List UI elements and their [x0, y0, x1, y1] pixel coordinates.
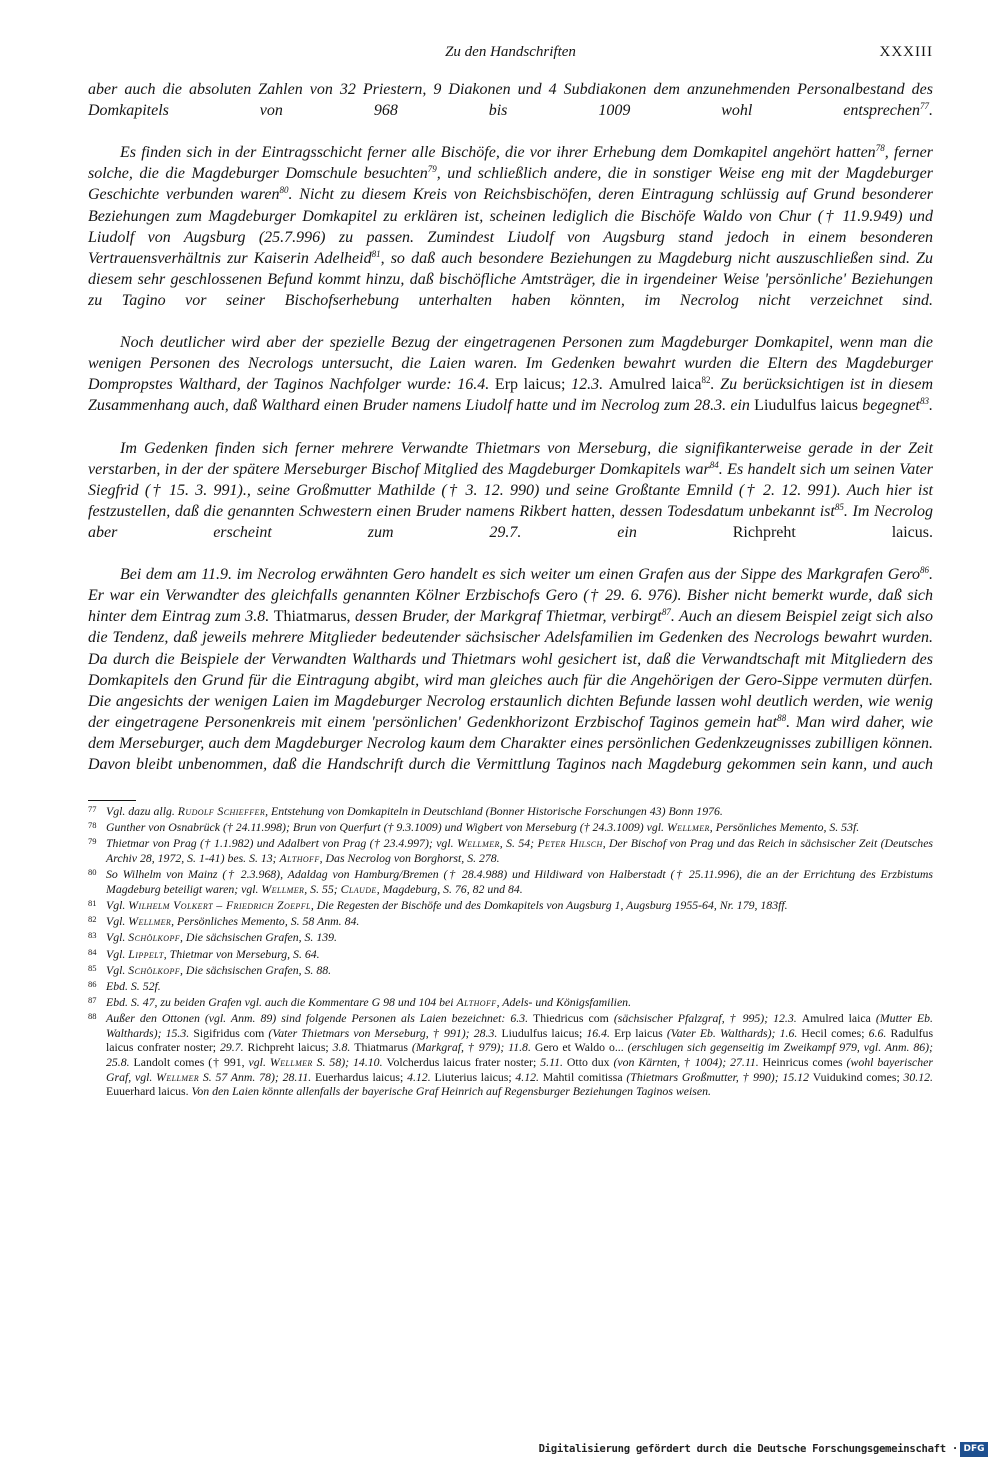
- footnote-number: 86: [88, 978, 97, 989]
- footnote-ref[interactable]: 84: [709, 459, 719, 470]
- text-run: Noch deutlicher wird aber der spezielle Bezug der eingetragenen Personen zum Magdeburger Domkapitel, wenn man die wenigen Personen des Necrologs untersucht, die Laien waren. Im Gedenken bewahrt wurden die Eltern des Magdeburger Dompropstes Walthard, der Taginos Nachfolger wurde: 16.4.: [88, 334, 933, 394]
- text-run: , S. 54;: [499, 836, 535, 851]
- text-run: , Magdeburg, S. 76, 82 und 84.: [376, 881, 523, 896]
- text-run: 5.11.: [540, 1055, 563, 1070]
- text-run: (Mutter Eb. Walthards); 15.3.: [106, 1011, 934, 1040]
- text-run: , Die Regesten der Bischöfe und des Domkapitels von Augsburg 1, Augsburg 1955-64, Nr. 179, 183ff.: [310, 897, 788, 912]
- necrolog-entry: Hecil comes;: [801, 1025, 865, 1040]
- text-run: , so daß auch besondere Beziehungen zu Magdeburg nicht auszuschließen sind. Zu diesem sehr geschlossenen Befund kommt hinzu, daß bischöfliche Amtsträger, die in irgendeiner Weise 'persönliche' Beziehungen zu Tagino vor seiner Bischofserhebung unterhalten haben könnten, im Necrolog nicht verzeichnet sind.: [88, 249, 933, 309]
- footnote-number: 85: [88, 962, 97, 973]
- footnote-ref[interactable]: 81: [371, 248, 381, 259]
- paragraph: [88, 564, 933, 796]
- running-title: Zu den Handschriften: [445, 44, 576, 60]
- author-name: Wellmer: [156, 1069, 200, 1084]
- footnote-ref[interactable]: 83: [920, 396, 929, 407]
- text-run: , ferner solche, die die Magdeburger Domschule besuchten: [88, 144, 933, 183]
- author-name: Althoff: [279, 850, 320, 865]
- text-run: . Auch an diesem Beispiel zeigt sich also die Tendenz, daß jeweils mehrere Mitglieder bedeutender sächsischer Adelsfamilien im Gedenken des Necrologs bewahrt wurden. Da durch die Beispiele der Verwandten Walthards und Thietmars wohl gesichert ist, daß die Verwandtschaft mit Mitgliedern des Domkapitels den Grund für die Eintragung abgibt, wird man gleiches auch für die Angehörigen der Gero-Sippe vermuten dürfen. Die angesichts der wenigen Laien im Magdeburger Necrolog erstaunlich dichten Befunde lassen wohl deutlich werden, wie wenig der eingetragene Personenkreis mit einem 'persönlichen' Gedenkhorizont Erzbischof Taginos gemein hat: [88, 608, 934, 731]
- footnote-separator: [88, 800, 136, 801]
- paragraph: [88, 438, 933, 565]
- text-run: .: [929, 397, 933, 415]
- text-run: 6.6.: [868, 1025, 887, 1040]
- text-run: Vgl.: [106, 914, 126, 929]
- necrolog-entry: Landolt comes († 991,: [133, 1055, 245, 1070]
- text-run: (Thietmars Großmutter, † 990); 15.12: [626, 1069, 809, 1084]
- text-run: . Er war ein Verwandter des gleichfalls genannten Kölner Erzbischofs Gero († 29. 6. 976). Bisher nicht bemerkt wurde, daß sich hinter dem Eintrag zum 3.8.: [88, 566, 933, 626]
- text-run: begegnet: [862, 397, 920, 415]
- text-run: 4.12.: [407, 1069, 431, 1084]
- text-run: . Im Necrolog aber erscheint zum 29.7. ein: [88, 502, 933, 541]
- necrolog-entry: Amulred laica: [608, 376, 702, 394]
- author-name: Schölkopf: [128, 930, 181, 945]
- author-name: Rudolf Schieffer: [177, 804, 266, 818]
- text-run: Ebd. S. 52f.: [106, 978, 161, 993]
- author-name: Wellmer: [456, 836, 500, 851]
- text-run: , S. 55;: [304, 881, 338, 896]
- footnote-number: 78: [88, 820, 97, 831]
- necrolog-entry: Liudulfus laicus: [754, 397, 858, 415]
- author-name: Wilhelm Volkert – Friedrich Zoepfl: [128, 897, 311, 912]
- footnote-ref[interactable]: 88: [777, 712, 787, 723]
- text-run: , Adels- und Königsfamilien.: [496, 995, 632, 1010]
- necrolog-entry: Thiedricus com: [533, 1011, 609, 1026]
- digitization-footer: [538, 1442, 990, 1460]
- author-name: Wellmer: [269, 1055, 313, 1070]
- necrolog-entry: Richpreht laicus.: [732, 523, 934, 541]
- footnote-ref[interactable]: 77: [920, 101, 929, 112]
- necrolog-entry: Sigifridus com: [193, 1025, 265, 1040]
- necrolog-entry: Euuerhard laicus.: [106, 1084, 189, 1099]
- text-run: , Persönliches Memento, S. 53f.: [709, 820, 860, 835]
- author-name: Schölkopf: [128, 962, 181, 977]
- footnote-77: [88, 804, 933, 819]
- text-run: So Wilhelm von Mainz († 2.3.968), Adaldag von Hamburg/Bremen († 28.4.988) und Hildiward von Halberstadt († 25.11.996), die an der Errichtung des Erzbistums Magdeburg beteiligt waren; vgl.: [106, 867, 933, 896]
- text-run: . Man wird daher, wie dem Merseburger, auch dem Magdeburger Necrolog kaum dem Charakter eines persönlichen Gedenkzeugnisses zubilligen können. Davon bleibt unbenommen, daß die Handschrift durch die Vermittlung Taginos nach Magdeburg gekommen sein kann, und auch: [88, 713, 934, 773]
- necrolog-entry: Erp laicus: [614, 1025, 663, 1040]
- necrolog-entry: Amulred laica: [801, 1011, 871, 1026]
- text-run: Thietmar von Prag († 1.1.982) und Adalbert von Prag († 23.4.997); vgl.: [106, 836, 454, 851]
- footnote-ref[interactable]: 85: [834, 501, 844, 512]
- necrolog-entry: Liudulfus laicus;: [501, 1025, 583, 1040]
- necrolog-entry: Mahtil comitissa: [542, 1069, 623, 1084]
- text-run: Im Gedenken finden sich ferner mehrere Verwandte Thietmars von Merseburg, die signifikanterweise gerade in der Zeit verstarben, in der der spätere Merseburger Bischof Mitglied des Magdeburger Domkapitels war: [88, 439, 933, 478]
- necrolog-entry: Euerhardus laicus;: [314, 1069, 404, 1084]
- text-run: Außer den Ottonen (vgl. Anm. 89) sind folgende Personen als Laien bezeichnet: 6.3.: [106, 1011, 529, 1026]
- necrolog-entry: Gero et Waldo o...: [534, 1040, 624, 1055]
- necrolog-entry: Richpreht laicus;: [247, 1040, 329, 1055]
- text-run: , Thietmar von Merseburg, S. 64.: [163, 946, 320, 961]
- footnote-79: [88, 836, 933, 865]
- text-run: (sächsischer Pfalzgraf, † 995); 12.3.: [613, 1011, 797, 1026]
- necrolog-entry: Thiatmarus,: [273, 608, 351, 626]
- footnote-number: 82: [88, 914, 97, 925]
- text-run: aber auch die absoluten Zahlen von 32 Priestern, 9 Diakonen und 4 Subdiakonen dem anzunehmenden Personalbestand des Domkapitels von 968 bis 1009 wohl entsprechen: [88, 81, 933, 120]
- footnote-number: 79: [88, 836, 97, 847]
- text-run: Ebd. S. 47, zu beiden Grafen vgl. auch die Kommentare G 98 und 104 bei: [106, 995, 454, 1010]
- text-run: 29.7.: [219, 1040, 244, 1055]
- text-run: S. 57 Anm. 78); 28.11.: [202, 1069, 312, 1084]
- text-run: (erschlugen sich gegenseitig im Zweikampf 979, vgl. Anm. 86); 25.8.: [106, 1040, 933, 1070]
- footnote-80: [88, 867, 933, 896]
- text-run: , und schließlich andere, die in sonstiger Weise eng mit der Magdeburger Geschichte verbunden waren: [88, 165, 933, 204]
- necrolog-entry: Volcherdus laicus frater noster;: [386, 1055, 537, 1070]
- paragraph: [88, 79, 933, 142]
- footnote-number: 88: [88, 1011, 97, 1022]
- footnote-ref[interactable]: 82: [701, 375, 711, 386]
- text-run: (Markgraf, † 979); 11.8.: [411, 1040, 531, 1055]
- footnote-number: 84: [88, 946, 97, 957]
- text-run: , Entstehung von Domkapiteln in Deutschland (Bonner Historische Forschungen 43) Bonn 1976.: [265, 804, 723, 818]
- page-number: XXXIII: [879, 44, 933, 60]
- footnote-number: 83: [88, 930, 97, 941]
- text-run: 30.12.: [903, 1069, 933, 1084]
- text-run: .: [929, 102, 933, 120]
- footnote-number: 77: [88, 804, 97, 814]
- body-text: [88, 79, 933, 796]
- footnote-85: [88, 963, 933, 978]
- necrolog-entry: Erp laicus;: [494, 376, 566, 394]
- text-run: 3.8.: [332, 1040, 351, 1055]
- text-run: Bei dem am 11.9. im Necrolog erwähnten Gero handelt es sich weiter um einen Grafen aus der Sippe des Markgrafen Gero: [120, 566, 920, 584]
- author-name: Claude: [340, 881, 377, 896]
- necrolog-entry: Otto dux: [566, 1055, 610, 1070]
- author-name: Althoff: [456, 995, 497, 1010]
- author-name: Wellmer: [261, 881, 305, 896]
- author-name: Peter Hilsch: [537, 836, 603, 851]
- text-run: vgl.: [248, 1055, 266, 1070]
- necrolog-entry: Vuidukind comes;: [812, 1069, 900, 1084]
- footnote-ref[interactable]: 80: [279, 185, 289, 196]
- footnote-ref[interactable]: 78: [875, 143, 885, 154]
- footnote-88: [88, 1011, 933, 1099]
- footnotes: [88, 804, 933, 1100]
- text-run: , Die sächsischen Grafen, S. 88.: [180, 962, 332, 977]
- text-run: Von den Laien könnte allenfalls der bayerische Graf Heinrich auf Regensburger Beziehungen Taginos weisen.: [191, 1084, 711, 1099]
- text-run: . Nicht zu diesem Kreis von Reichsbischöfen, deren Eintragung schlüssig auf Grund besonderer Beziehungen zum Magdeburger Domkapitel zu erklären ist, scheinen lediglich die Bischöfe Waldo von Chur († 11.9.949) und Liudolf von Augsburg (25.7.996) zu passen. Zumindest Liudolf von Augsburg stand jedoch in einem besonderen Vertrauensverhältnis zur Kaiserin Adelheid: [88, 186, 933, 267]
- necrolog-entry: Liuterius laicus;: [434, 1069, 512, 1084]
- paragraph: [88, 332, 933, 437]
- text-run: (Vater Eb. Walthards); 1.6.: [666, 1025, 798, 1040]
- necrolog-entry: Radulfus laicus confrater noster;: [106, 1025, 934, 1055]
- author-name: Wellmer: [666, 820, 710, 835]
- text-run: 12.3.: [571, 376, 604, 394]
- footnote-87: [88, 995, 933, 1010]
- text-run: Vgl.: [106, 930, 126, 945]
- text-run: , Persönliches Memento, S. 58 Anm. 84.: [171, 914, 360, 929]
- text-run: Vgl. dazu allg.: [106, 804, 175, 818]
- footnote-ref[interactable]: 79: [427, 164, 437, 175]
- footnote-number: 80: [88, 867, 97, 878]
- text-run: (Vater Thietmars von Merseburg, † 991); 28.3.: [268, 1025, 498, 1040]
- dfg-logo: DFG: [960, 1442, 988, 1457]
- footnote-number: 87: [88, 995, 97, 1006]
- text-run: 16.4.: [586, 1025, 610, 1040]
- footnote-83: [88, 930, 933, 945]
- text-run: (wohl bayerischer Graf, vgl.: [106, 1055, 934, 1084]
- text-run: (von Kärnten, † 1004); 27.11.: [613, 1055, 759, 1070]
- footnote-ref[interactable]: 86: [920, 565, 929, 576]
- page-header: [88, 44, 933, 68]
- necrolog-entry: Heinricus comes: [762, 1055, 843, 1070]
- text-run: Gunther von Osnabrück († 24.11.998); Brun von Querfurt († 9.3.1009) und Wigbert von Merseburg († 24.3.1009) vgl.: [106, 820, 664, 835]
- text-run: . Zu berücksichtigen ist in diesem Zusammenhang auch, daß Walthard einen Bruder namens Liudolf hatte und im Necrolog zum 28.3. ein: [88, 376, 934, 415]
- footnote-78: [88, 820, 933, 835]
- footnote-86: [88, 979, 933, 994]
- funding-note: Digitalisierung gefördert durch die Deutsche Forschungsgemeinschaft ·: [538, 1443, 958, 1455]
- text-run: , Die sächsischen Grafen, S. 139.: [180, 930, 337, 945]
- text-run: Vgl.: [106, 897, 126, 912]
- text-run: , Der Bischof von Prag und das Reich in sächsischer Zeit (Deutsches Archiv 28, 1972, S. 1-41) bes. S. 13;: [106, 836, 934, 865]
- author-name: Wellmer: [128, 914, 172, 929]
- text-run: dessen Bruder, der Markgraf Thietmar, verbirgt: [355, 608, 662, 626]
- text-run: , Das Necrolog von Borghorst, S. 278.: [319, 850, 500, 865]
- footnote-ref[interactable]: 87: [661, 607, 671, 618]
- text-run: . Es handelt sich um seinen Vater Siegfrid († 15. 3. 991)., seine Großmutter Mathilde († 3. 12. 990) und seine Großtante Emnild († 2. 12. 991). Auch hier ist festzustellen, daß die genannten Schwestern einen Bruder namens Rikbert hatten, dessen Todesdatum unbekannt ist: [88, 460, 934, 520]
- paragraph: [88, 142, 933, 332]
- footnote-81: [88, 898, 933, 913]
- text-run: S. 58); 14.10.: [316, 1055, 383, 1070]
- text-run: 4.12.: [515, 1069, 539, 1084]
- footnote-84: [88, 947, 933, 962]
- footnote-number: 81: [88, 897, 97, 908]
- text-run: Vgl.: [106, 946, 126, 961]
- necrolog-entry: Thiatmarus: [354, 1040, 408, 1055]
- text-run: Es finden sich in der Eintragsschicht ferner alle Bischöfe, die vor ihrer Erhebung dem Domkapitel angehört hatten: [120, 144, 876, 162]
- footnote-82: [88, 914, 933, 929]
- text-run: Vgl.: [106, 962, 126, 977]
- author-name: Lippelt: [128, 946, 164, 961]
